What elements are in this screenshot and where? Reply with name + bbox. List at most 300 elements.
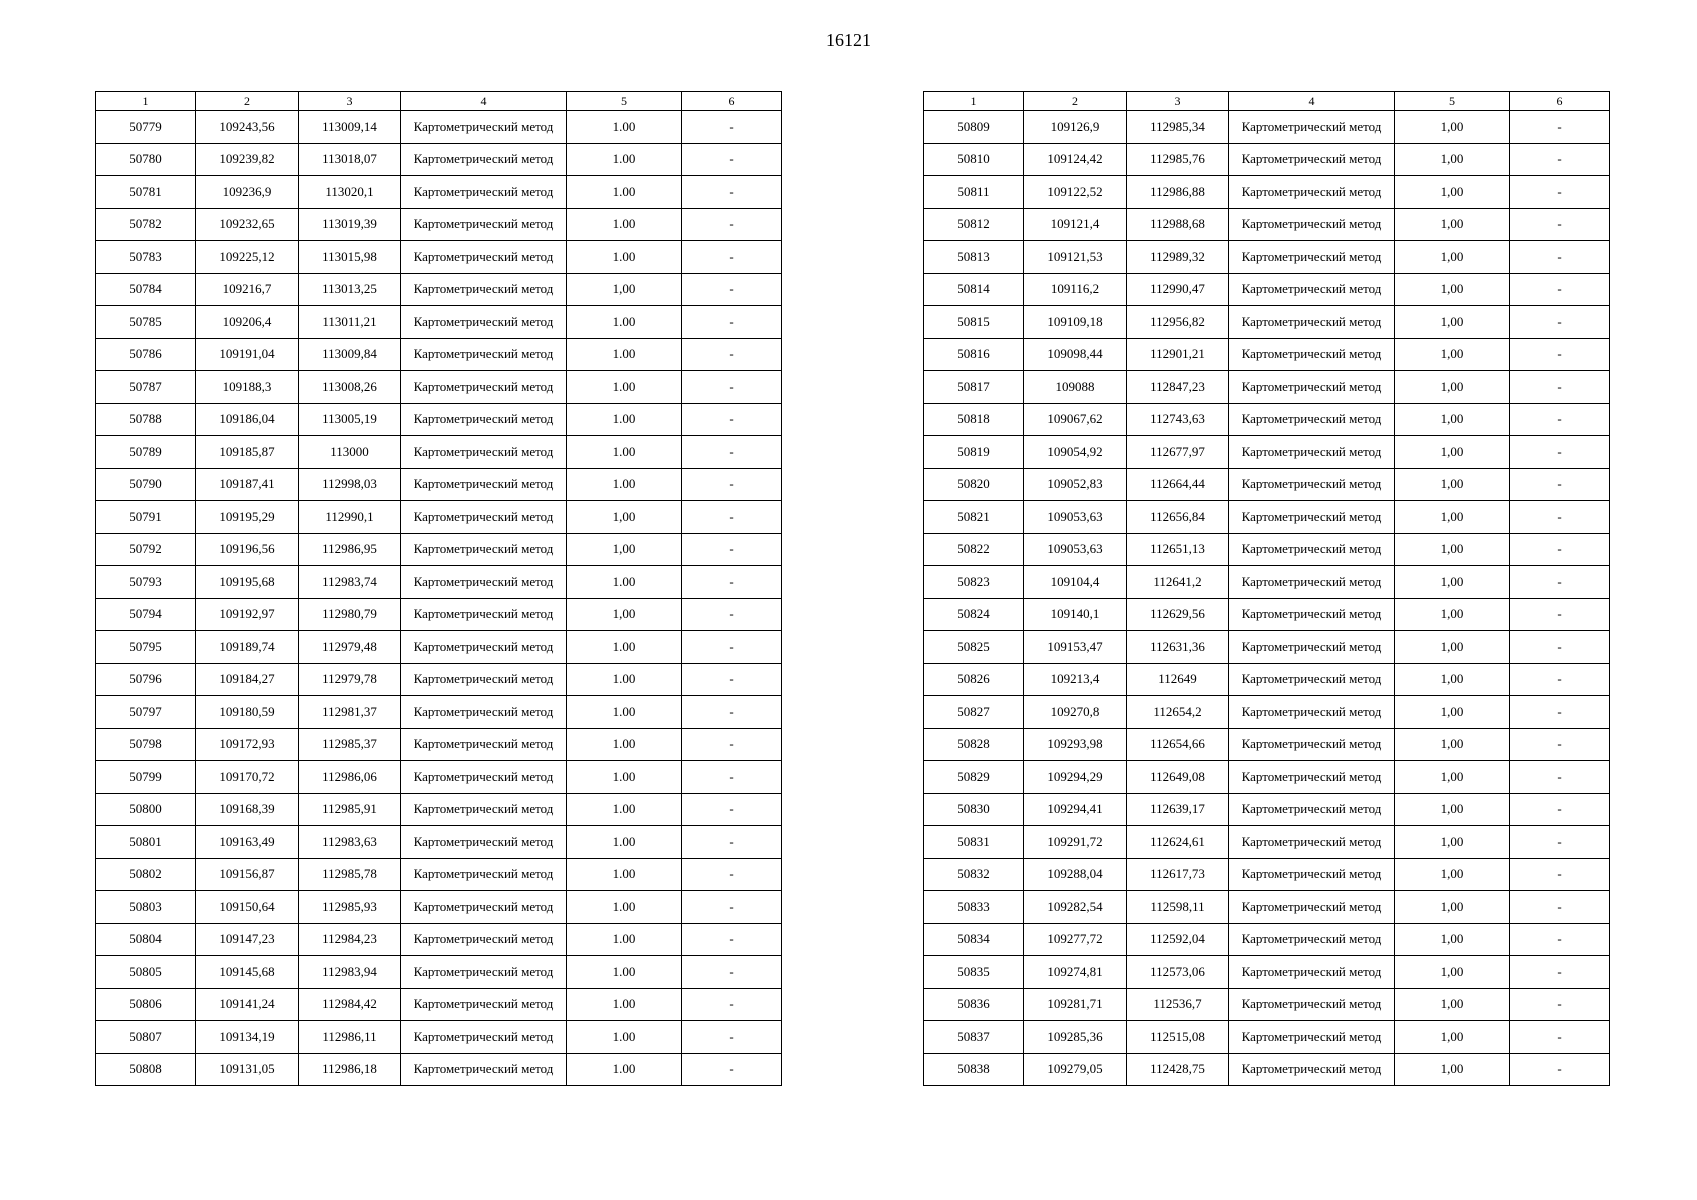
x-coordinate-cell: 109294,41 bbox=[1024, 793, 1127, 826]
y-coordinate-cell: 112985,34 bbox=[1127, 111, 1229, 144]
x-coordinate-cell: 109293,98 bbox=[1024, 728, 1127, 761]
y-coordinate-cell: 113011,21 bbox=[299, 306, 401, 339]
description-cell: - bbox=[682, 566, 782, 599]
accuracy-cell: 1,00 bbox=[1395, 728, 1510, 761]
method-cell: Картометрический метод bbox=[1229, 696, 1395, 729]
accuracy-cell: 1,00 bbox=[1395, 436, 1510, 469]
accuracy-cell: 1.00 bbox=[567, 1053, 682, 1086]
point-number-cell: 50830 bbox=[924, 793, 1024, 826]
description-cell: - bbox=[682, 598, 782, 631]
x-coordinate-cell: 109243,56 bbox=[196, 111, 299, 144]
table-row bbox=[96, 923, 782, 956]
table-row bbox=[96, 143, 782, 176]
table-row bbox=[96, 1053, 782, 1086]
point-number-cell: 50814 bbox=[924, 273, 1024, 306]
x-coordinate-cell: 109088 bbox=[1024, 371, 1127, 404]
point-number-cell: 50815 bbox=[924, 306, 1024, 339]
method-cell: Картометрический метод bbox=[401, 143, 567, 176]
y-coordinate-cell: 112984,23 bbox=[299, 923, 401, 956]
point-number-cell: 50813 bbox=[924, 241, 1024, 274]
table-row bbox=[924, 761, 1610, 794]
table-row bbox=[924, 338, 1610, 371]
description-cell: - bbox=[1510, 826, 1610, 859]
table-row bbox=[924, 403, 1610, 436]
table-row bbox=[96, 176, 782, 209]
method-cell: Картометрический метод bbox=[401, 241, 567, 274]
y-coordinate-cell: 112641,2 bbox=[1127, 566, 1229, 599]
table-row bbox=[924, 533, 1610, 566]
method-cell: Картометрический метод bbox=[1229, 468, 1395, 501]
y-coordinate-cell: 112984,42 bbox=[299, 988, 401, 1021]
description-cell: - bbox=[682, 631, 782, 664]
description-cell: - bbox=[1510, 631, 1610, 664]
point-number-cell: 50808 bbox=[96, 1053, 196, 1086]
accuracy-cell: 1,00 bbox=[1395, 566, 1510, 599]
y-coordinate-cell: 112988,68 bbox=[1127, 208, 1229, 241]
method-cell: Картометрический метод bbox=[1229, 566, 1395, 599]
method-cell: Картометрический метод bbox=[1229, 501, 1395, 534]
table-row bbox=[96, 631, 782, 664]
x-coordinate-cell: 109172,93 bbox=[196, 728, 299, 761]
description-cell: - bbox=[1510, 598, 1610, 631]
method-cell: Картометрический метод bbox=[401, 891, 567, 924]
page-number: 16121 bbox=[826, 30, 871, 50]
y-coordinate-cell: 112998,03 bbox=[299, 468, 401, 501]
method-cell: Картометрический метод bbox=[401, 988, 567, 1021]
table-row bbox=[96, 988, 782, 1021]
point-number-cell: 50819 bbox=[924, 436, 1024, 469]
header-row bbox=[96, 92, 782, 111]
x-coordinate-cell: 109168,39 bbox=[196, 793, 299, 826]
point-number-cell: 50821 bbox=[924, 501, 1024, 534]
y-coordinate-cell: 113020,1 bbox=[299, 176, 401, 209]
table-row bbox=[924, 306, 1610, 339]
method-cell: Картометрический метод bbox=[401, 403, 567, 436]
table-row bbox=[96, 403, 782, 436]
description-cell: - bbox=[1510, 143, 1610, 176]
accuracy-cell: 1,00 bbox=[1395, 598, 1510, 631]
method-cell: Картометрический метод bbox=[1229, 338, 1395, 371]
x-coordinate-cell: 109170,72 bbox=[196, 761, 299, 794]
accuracy-cell: 1,00 bbox=[1395, 696, 1510, 729]
x-coordinate-cell: 109206,4 bbox=[196, 306, 299, 339]
method-cell: Картометрический метод bbox=[1229, 663, 1395, 696]
method-cell: Картометрический метод bbox=[1229, 208, 1395, 241]
y-coordinate-cell: 112573,06 bbox=[1127, 956, 1229, 989]
accuracy-cell: 1,00 bbox=[1395, 501, 1510, 534]
table-row bbox=[96, 566, 782, 599]
point-number-cell: 50804 bbox=[96, 923, 196, 956]
column-header: 5 bbox=[1395, 92, 1510, 111]
accuracy-cell: 1.00 bbox=[567, 826, 682, 859]
table-row bbox=[924, 501, 1610, 534]
y-coordinate-cell: 112983,63 bbox=[299, 826, 401, 859]
x-coordinate-cell: 109052,83 bbox=[1024, 468, 1127, 501]
description-cell: - bbox=[682, 663, 782, 696]
y-coordinate-cell: 113009,14 bbox=[299, 111, 401, 144]
description-cell: - bbox=[682, 728, 782, 761]
x-coordinate-cell: 109067,62 bbox=[1024, 403, 1127, 436]
point-number-cell: 50790 bbox=[96, 468, 196, 501]
accuracy-cell: 1,00 bbox=[1395, 176, 1510, 209]
y-coordinate-cell: 112639,17 bbox=[1127, 793, 1229, 826]
y-coordinate-cell: 112847,23 bbox=[1127, 371, 1229, 404]
x-coordinate-cell: 109282,54 bbox=[1024, 891, 1127, 924]
accuracy-cell: 1.00 bbox=[567, 631, 682, 664]
method-cell: Картометрический метод bbox=[401, 436, 567, 469]
y-coordinate-cell: 113000 bbox=[299, 436, 401, 469]
column-header: 2 bbox=[1024, 92, 1127, 111]
accuracy-cell: 1,00 bbox=[1395, 338, 1510, 371]
table-row bbox=[96, 1021, 782, 1054]
point-number-cell: 50785 bbox=[96, 306, 196, 339]
point-number-cell: 50798 bbox=[96, 728, 196, 761]
method-cell: Картометрический метод bbox=[1229, 858, 1395, 891]
y-coordinate-cell: 112649 bbox=[1127, 663, 1229, 696]
method-cell: Картометрический метод bbox=[1229, 403, 1395, 436]
method-cell: Картометрический метод bbox=[1229, 761, 1395, 794]
table-row bbox=[924, 176, 1610, 209]
y-coordinate-cell: 112986,88 bbox=[1127, 176, 1229, 209]
accuracy-cell: 1,00 bbox=[1395, 533, 1510, 566]
method-cell: Картометрический метод bbox=[401, 566, 567, 599]
accuracy-cell: 1.00 bbox=[567, 241, 682, 274]
method-cell: Картометрический метод bbox=[1229, 436, 1395, 469]
method-cell: Картометрический метод bbox=[1229, 988, 1395, 1021]
table-row bbox=[96, 371, 782, 404]
description-cell: - bbox=[682, 858, 782, 891]
accuracy-cell: 1,00 bbox=[1395, 143, 1510, 176]
description-cell: - bbox=[1510, 176, 1610, 209]
description-cell: - bbox=[1510, 306, 1610, 339]
method-cell: Картометрический метод bbox=[1229, 176, 1395, 209]
x-coordinate-cell: 109141,24 bbox=[196, 988, 299, 1021]
column-header: 1 bbox=[96, 92, 196, 111]
y-coordinate-cell: 112986,06 bbox=[299, 761, 401, 794]
y-coordinate-cell: 112986,95 bbox=[299, 533, 401, 566]
point-number-cell: 50816 bbox=[924, 338, 1024, 371]
x-coordinate-cell: 109291,72 bbox=[1024, 826, 1127, 859]
table-row bbox=[924, 923, 1610, 956]
description-cell: - bbox=[1510, 696, 1610, 729]
y-coordinate-cell: 112743,63 bbox=[1127, 403, 1229, 436]
accuracy-cell: 1,00 bbox=[1395, 956, 1510, 989]
method-cell: Картометрический метод bbox=[1229, 598, 1395, 631]
coordinates-table-left bbox=[95, 91, 782, 1086]
x-coordinate-cell: 109288,04 bbox=[1024, 858, 1127, 891]
method-cell: Картометрический метод bbox=[1229, 826, 1395, 859]
table-row bbox=[96, 436, 782, 469]
y-coordinate-cell: 113013,25 bbox=[299, 273, 401, 306]
point-number-cell: 50783 bbox=[96, 241, 196, 274]
method-cell: Картометрический метод bbox=[401, 176, 567, 209]
x-coordinate-cell: 109124,42 bbox=[1024, 143, 1127, 176]
y-coordinate-cell: 112985,76 bbox=[1127, 143, 1229, 176]
y-coordinate-cell: 112598,11 bbox=[1127, 891, 1229, 924]
table-row bbox=[96, 858, 782, 891]
y-coordinate-cell: 112654,2 bbox=[1127, 696, 1229, 729]
y-coordinate-cell: 113018,07 bbox=[299, 143, 401, 176]
point-number-cell: 50802 bbox=[96, 858, 196, 891]
accuracy-cell: 1.00 bbox=[567, 761, 682, 794]
point-number-cell: 50784 bbox=[96, 273, 196, 306]
description-cell: - bbox=[1510, 501, 1610, 534]
description-cell: - bbox=[682, 696, 782, 729]
table-row bbox=[96, 468, 782, 501]
y-coordinate-cell: 112956,82 bbox=[1127, 306, 1229, 339]
accuracy-cell: 1,00 bbox=[567, 273, 682, 306]
table-row bbox=[96, 208, 782, 241]
y-coordinate-cell: 113008,26 bbox=[299, 371, 401, 404]
description-cell: - bbox=[1510, 728, 1610, 761]
x-coordinate-cell: 109191,04 bbox=[196, 338, 299, 371]
x-coordinate-cell: 109195,68 bbox=[196, 566, 299, 599]
accuracy-cell: 1.00 bbox=[567, 306, 682, 339]
accuracy-cell: 1.00 bbox=[567, 663, 682, 696]
table-row bbox=[924, 696, 1610, 729]
y-coordinate-cell: 112980,79 bbox=[299, 598, 401, 631]
point-number-cell: 50806 bbox=[96, 988, 196, 1021]
x-coordinate-cell: 109185,87 bbox=[196, 436, 299, 469]
x-coordinate-cell: 109104,4 bbox=[1024, 566, 1127, 599]
x-coordinate-cell: 109236,9 bbox=[196, 176, 299, 209]
table-row bbox=[96, 598, 782, 631]
point-number-cell: 50794 bbox=[96, 598, 196, 631]
accuracy-cell: 1.00 bbox=[567, 338, 682, 371]
method-cell: Картометрический метод bbox=[1229, 111, 1395, 144]
x-coordinate-cell: 109232,65 bbox=[196, 208, 299, 241]
table-row bbox=[96, 761, 782, 794]
accuracy-cell: 1,00 bbox=[1395, 273, 1510, 306]
accuracy-cell: 1.00 bbox=[567, 468, 682, 501]
description-cell: - bbox=[682, 533, 782, 566]
table-row bbox=[96, 241, 782, 274]
point-number-cell: 50837 bbox=[924, 1021, 1024, 1054]
y-coordinate-cell: 112592,04 bbox=[1127, 923, 1229, 956]
x-coordinate-cell: 109126,9 bbox=[1024, 111, 1127, 144]
table-body bbox=[924, 111, 1610, 1086]
point-number-cell: 50833 bbox=[924, 891, 1024, 924]
description-cell: - bbox=[1510, 663, 1610, 696]
point-number-cell: 50822 bbox=[924, 533, 1024, 566]
accuracy-cell: 1,00 bbox=[1395, 371, 1510, 404]
y-coordinate-cell: 112981,37 bbox=[299, 696, 401, 729]
y-coordinate-cell: 112989,32 bbox=[1127, 241, 1229, 274]
point-number-cell: 50829 bbox=[924, 761, 1024, 794]
accuracy-cell: 1,00 bbox=[1395, 468, 1510, 501]
description-cell: - bbox=[682, 988, 782, 1021]
x-coordinate-cell: 109147,23 bbox=[196, 923, 299, 956]
x-coordinate-cell: 109239,82 bbox=[196, 143, 299, 176]
y-coordinate-cell: 112983,74 bbox=[299, 566, 401, 599]
table-row bbox=[924, 241, 1610, 274]
x-coordinate-cell: 109186,04 bbox=[196, 403, 299, 436]
x-coordinate-cell: 109216,7 bbox=[196, 273, 299, 306]
method-cell: Картометрический метод bbox=[401, 858, 567, 891]
method-cell: Картометрический метод bbox=[1229, 891, 1395, 924]
method-cell: Картометрический метод bbox=[1229, 793, 1395, 826]
accuracy-cell: 1.00 bbox=[567, 728, 682, 761]
table-row bbox=[96, 696, 782, 729]
y-coordinate-cell: 112990,1 bbox=[299, 501, 401, 534]
column-header: 4 bbox=[1229, 92, 1395, 111]
table-row bbox=[924, 566, 1610, 599]
description-cell: - bbox=[1510, 923, 1610, 956]
y-coordinate-cell: 113015,98 bbox=[299, 241, 401, 274]
table-row bbox=[96, 956, 782, 989]
method-cell: Картометрический метод bbox=[1229, 533, 1395, 566]
point-number-cell: 50832 bbox=[924, 858, 1024, 891]
accuracy-cell: 1.00 bbox=[567, 891, 682, 924]
x-coordinate-cell: 109187,41 bbox=[196, 468, 299, 501]
accuracy-cell: 1,00 bbox=[1395, 208, 1510, 241]
accuracy-cell: 1,00 bbox=[1395, 241, 1510, 274]
x-coordinate-cell: 109109,18 bbox=[1024, 306, 1127, 339]
method-cell: Картометрический метод bbox=[401, 956, 567, 989]
x-coordinate-cell: 109053,63 bbox=[1024, 501, 1127, 534]
accuracy-cell: 1.00 bbox=[567, 858, 682, 891]
table-header bbox=[924, 92, 1610, 111]
method-cell: Картометрический метод bbox=[1229, 371, 1395, 404]
method-cell: Картометрический метод bbox=[401, 696, 567, 729]
point-number-cell: 50812 bbox=[924, 208, 1024, 241]
method-cell: Картометрический метод bbox=[1229, 1053, 1395, 1086]
x-coordinate-cell: 109274,81 bbox=[1024, 956, 1127, 989]
x-coordinate-cell: 109163,49 bbox=[196, 826, 299, 859]
point-number-cell: 50836 bbox=[924, 988, 1024, 1021]
table-row bbox=[924, 468, 1610, 501]
table-row bbox=[924, 436, 1610, 469]
y-coordinate-cell: 112979,48 bbox=[299, 631, 401, 664]
method-cell: Картометрический метод bbox=[1229, 273, 1395, 306]
accuracy-cell: 1,00 bbox=[567, 533, 682, 566]
point-number-cell: 50782 bbox=[96, 208, 196, 241]
description-cell: - bbox=[682, 436, 782, 469]
description-cell: - bbox=[1510, 436, 1610, 469]
accuracy-cell: 1,00 bbox=[1395, 403, 1510, 436]
point-number-cell: 50801 bbox=[96, 826, 196, 859]
y-coordinate-cell: 112654,66 bbox=[1127, 728, 1229, 761]
y-coordinate-cell: 113005,19 bbox=[299, 403, 401, 436]
method-cell: Картометрический метод bbox=[1229, 631, 1395, 664]
column-header: 6 bbox=[1510, 92, 1610, 111]
point-number-cell: 50797 bbox=[96, 696, 196, 729]
description-cell: - bbox=[682, 338, 782, 371]
point-number-cell: 50838 bbox=[924, 1053, 1024, 1086]
point-number-cell: 50792 bbox=[96, 533, 196, 566]
accuracy-cell: 1.00 bbox=[567, 988, 682, 1021]
table-row bbox=[96, 663, 782, 696]
method-cell: Картометрический метод bbox=[401, 923, 567, 956]
point-number-cell: 50780 bbox=[96, 143, 196, 176]
accuracy-cell: 1.00 bbox=[567, 566, 682, 599]
x-coordinate-cell: 109140,1 bbox=[1024, 598, 1127, 631]
accuracy-cell: 1.00 bbox=[567, 371, 682, 404]
accuracy-cell: 1,00 bbox=[567, 598, 682, 631]
description-cell: - bbox=[1510, 468, 1610, 501]
x-coordinate-cell: 109134,19 bbox=[196, 1021, 299, 1054]
description-cell: - bbox=[682, 793, 782, 826]
description-cell: - bbox=[1510, 988, 1610, 1021]
x-coordinate-cell: 109192,97 bbox=[196, 598, 299, 631]
y-coordinate-cell: 112990,47 bbox=[1127, 273, 1229, 306]
x-coordinate-cell: 109184,27 bbox=[196, 663, 299, 696]
y-coordinate-cell: 112515,08 bbox=[1127, 1021, 1229, 1054]
description-cell: - bbox=[1510, 208, 1610, 241]
x-coordinate-cell: 109121,53 bbox=[1024, 241, 1127, 274]
description-cell: - bbox=[1510, 403, 1610, 436]
method-cell: Картометрический метод bbox=[401, 501, 567, 534]
table-row bbox=[96, 533, 782, 566]
y-coordinate-cell: 112629,56 bbox=[1127, 598, 1229, 631]
point-number-cell: 50799 bbox=[96, 761, 196, 794]
point-number-cell: 50828 bbox=[924, 728, 1024, 761]
table-row bbox=[924, 728, 1610, 761]
x-coordinate-cell: 109180,59 bbox=[196, 696, 299, 729]
table-row bbox=[96, 826, 782, 859]
y-coordinate-cell: 112428,75 bbox=[1127, 1053, 1229, 1086]
point-number-cell: 50827 bbox=[924, 696, 1024, 729]
point-number-cell: 50826 bbox=[924, 663, 1024, 696]
accuracy-cell: 1.00 bbox=[567, 143, 682, 176]
table-row bbox=[924, 1021, 1610, 1054]
method-cell: Картометрический метод bbox=[1229, 728, 1395, 761]
method-cell: Картометрический метод bbox=[401, 208, 567, 241]
method-cell: Картометрический метод bbox=[401, 728, 567, 761]
description-cell: - bbox=[682, 176, 782, 209]
y-coordinate-cell: 112986,18 bbox=[299, 1053, 401, 1086]
y-coordinate-cell: 112624,61 bbox=[1127, 826, 1229, 859]
x-coordinate-cell: 109131,05 bbox=[196, 1053, 299, 1086]
description-cell: - bbox=[1510, 241, 1610, 274]
x-coordinate-cell: 109150,64 bbox=[196, 891, 299, 924]
accuracy-cell: 1.00 bbox=[567, 1021, 682, 1054]
accuracy-cell: 1,00 bbox=[1395, 923, 1510, 956]
x-coordinate-cell: 109053,63 bbox=[1024, 533, 1127, 566]
accuracy-cell: 1.00 bbox=[567, 696, 682, 729]
method-cell: Картометрический метод bbox=[1229, 143, 1395, 176]
x-coordinate-cell: 109195,29 bbox=[196, 501, 299, 534]
point-number-cell: 50788 bbox=[96, 403, 196, 436]
accuracy-cell: 1,00 bbox=[1395, 1021, 1510, 1054]
column-header: 1 bbox=[924, 92, 1024, 111]
description-cell: - bbox=[1510, 793, 1610, 826]
coordinates-table-right bbox=[923, 91, 1610, 1086]
table-row bbox=[924, 598, 1610, 631]
accuracy-cell: 1.00 bbox=[567, 403, 682, 436]
table-row bbox=[96, 728, 782, 761]
table-row bbox=[924, 143, 1610, 176]
y-coordinate-cell: 112985,91 bbox=[299, 793, 401, 826]
description-cell: - bbox=[682, 826, 782, 859]
accuracy-cell: 1,00 bbox=[1395, 306, 1510, 339]
description-cell: - bbox=[1510, 761, 1610, 794]
point-number-cell: 50835 bbox=[924, 956, 1024, 989]
description-cell: - bbox=[682, 241, 782, 274]
table-row bbox=[924, 208, 1610, 241]
table-body bbox=[96, 111, 782, 1086]
method-cell: Картометрический метод bbox=[401, 371, 567, 404]
accuracy-cell: 1.00 bbox=[567, 208, 682, 241]
point-number-cell: 50803 bbox=[96, 891, 196, 924]
description-cell: - bbox=[1510, 533, 1610, 566]
point-number-cell: 50834 bbox=[924, 923, 1024, 956]
x-coordinate-cell: 109285,36 bbox=[1024, 1021, 1127, 1054]
point-number-cell: 50800 bbox=[96, 793, 196, 826]
description-cell: - bbox=[1510, 858, 1610, 891]
point-number-cell: 50796 bbox=[96, 663, 196, 696]
method-cell: Картометрический метод bbox=[401, 631, 567, 664]
